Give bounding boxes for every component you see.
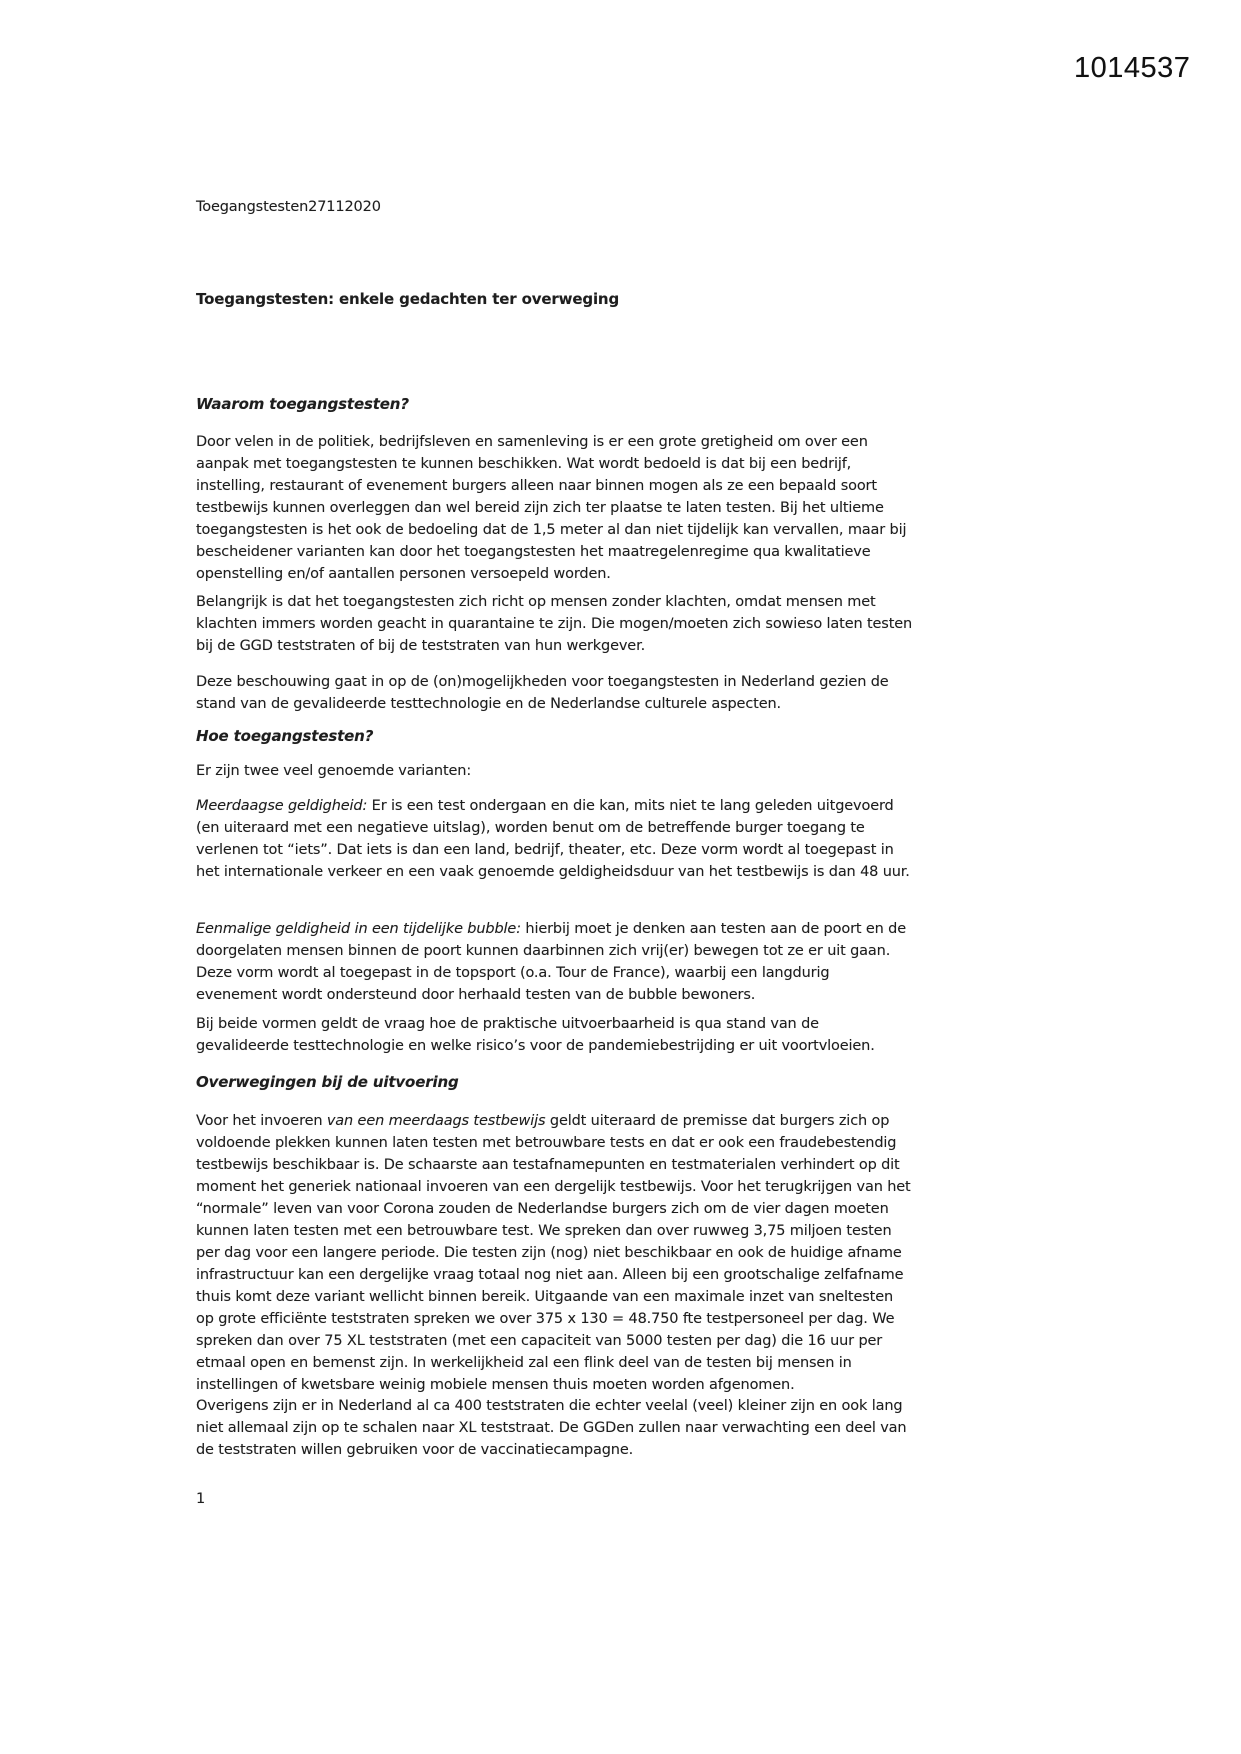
paragraph-part: geldt uiteraard de premisse dat burgers zich op voldoende plekken kunnen laten testen met betrouwbare tests en dat er ook een fraudebestendig testbewijs beschikbaar is. De schaarste aan testafnamepunten en testmaterialen verhindert op dit moment het generiek nationaal invoeren van een dergelijk testbewijs. Voor het terugkrijgen van het “normale” leven van voor Corona zouden de Nederlandse burgers zich om de vier dagen moeten kunnen laten testen met een betrouwbare test. We spreken dan over ruwweg 3,75 miljoen testen per dag voor een langere periode. Die testen zijn (nog) niet beschikbaar en ook de huidige afname infrastructuur kan een dergelijke vraag totaal nog niet aan. Alleen bij een grootschalige zelfafname thuis komt deze variant wellicht binnen bereik. Uitgaande van een maximale inzet van sneltesten op grote efficiënte teststraten spreken we over 375 x 130 = 48.750 fte testpersoneel per dag. We spreken dan over 75 XL teststraten (met een capaciteit van 5000 testen per dag) die 16 uur per etmaal open en bemenst zijn. In werkelijkheid zal een flink deel van de testen bij mensen in instellingen of kwetsbare weinig mobiele mensen thuis moeten worden afgenomen. — [196, 1113, 911, 1393]
paragraph: Deze beschouwing gaat in op de (on)mogelijkheden voor toegangstesten in Nederland gezien de stand van de gevalideerde testtechnologie en de Nederlandse culturele aspecten. — [196, 674, 889, 712]
page-number: 1 — [196, 1491, 206, 1507]
section-heading-overwegingen: Overwegingen bij de uitvoering — [196, 1073, 459, 1091]
section-heading-hoe-toegangstesten: Hoe toegangstesten? — [196, 727, 374, 745]
document-ref: Toegangstesten27112020 — [196, 199, 381, 215]
paragraph: Door velen in de politiek, bedrijfsleven en samenleving is er een grote gretigheid om over een aanpak met toegangstesten te kunnen beschikken. Wat wordt bedoeld is dat bij een bedrijf, instelling, restaurant of evenement burgers alleen naar binnen mogen als ze een bepaald soort testbewijs kunnen overleggen dan wel bereid zijn zich ter plaatse te laten testen. Bij het ultieme toegangstesten is het ook de bedoeling dat de 1,5 meter al dan niet tijdelijk kan vervallen, maar bij bescheidener varianten kan door het toegangstesten het maatregelenregime qua kwalitatieve openstelling en/of aantallen personen versoepeld worden. — [196, 434, 907, 582]
paragraph-part-italic: van een meerdaags testbewijs — [326, 1113, 546, 1129]
variant-body-text: Er is een test ondergaan en die kan, mits niet te lang geleden uitgevoerd (en uiteraard met een negatieve uitslag), worden benut om de betreffende burger toegang te verlenen tot “iets”. Dat iets is dan een land, bedrijf, theater, etc. Deze vorm wordt al toegepast in het internationale verkeer en een vaak genoemde geldigheidsduur van het testbewijs is dan 48 uur. — [196, 798, 910, 880]
paragraph: Belangrijk is dat het toegangstesten zich richt op mensen zonder klachten, omdat mensen met klachten immers worden geacht in quarantaine te zijn. Die mogen/moeten zich sowieso laten testen bij de GGD teststraten of bij de teststraten van hun werkgever. — [196, 594, 913, 654]
paragraph: Bij beide vormen geldt de vraag hoe de praktische uitvoerbaarheid is qua stand van de gevalideerde testtechnologie en welke risico’s voor de pandemiebestrijding er uit voortvloeien. — [196, 1016, 875, 1054]
paragraph-variant-meerdaags — [196, 795, 914, 883]
section-heading-waarom-toegangstesten: Waarom toegangstesten? — [196, 395, 409, 413]
paragraph-part: Voor het invoeren — [196, 1113, 327, 1129]
paragraph: Er zijn twee veel genoemde varianten: — [196, 763, 472, 779]
paragraph-variant-bubble — [196, 918, 914, 1006]
document-title: Toegangstesten: enkele gedachten ter overweging — [196, 290, 620, 308]
variant-lead-text: Meerdaagse geldigheid: — [196, 798, 368, 814]
variant-lead-text: Eenmalige geldigheid in een tijdelijke bubble: — [196, 921, 521, 937]
variant-body-text: hierbij moet je denken aan testen aan de poort en de doorgelaten mensen binnen de poort kunnen daarbinnen zich vrij(er) bewegen tot ze er uit gaan. Deze vorm wordt al toegepast in de topsport (o.a. Tour de France), waarbij een langdurig evenement wordt ondersteund door herhaald testen van de bubble bewoners. — [196, 921, 907, 1003]
paragraph: Overigens zijn er in Nederland al ca 400 teststraten die echter veelal (veel) kleiner zijn en ook lang niet allemaal zijn op te schalen naar XL teststraat. De GGDen zullen naar verwachting een deel van de teststraten willen gebruiken voor de vaccinatiecampagne. — [196, 1398, 907, 1458]
stamp-number: 1014537 — [1074, 52, 1191, 84]
paragraph-uitvoering — [196, 1110, 914, 1396]
